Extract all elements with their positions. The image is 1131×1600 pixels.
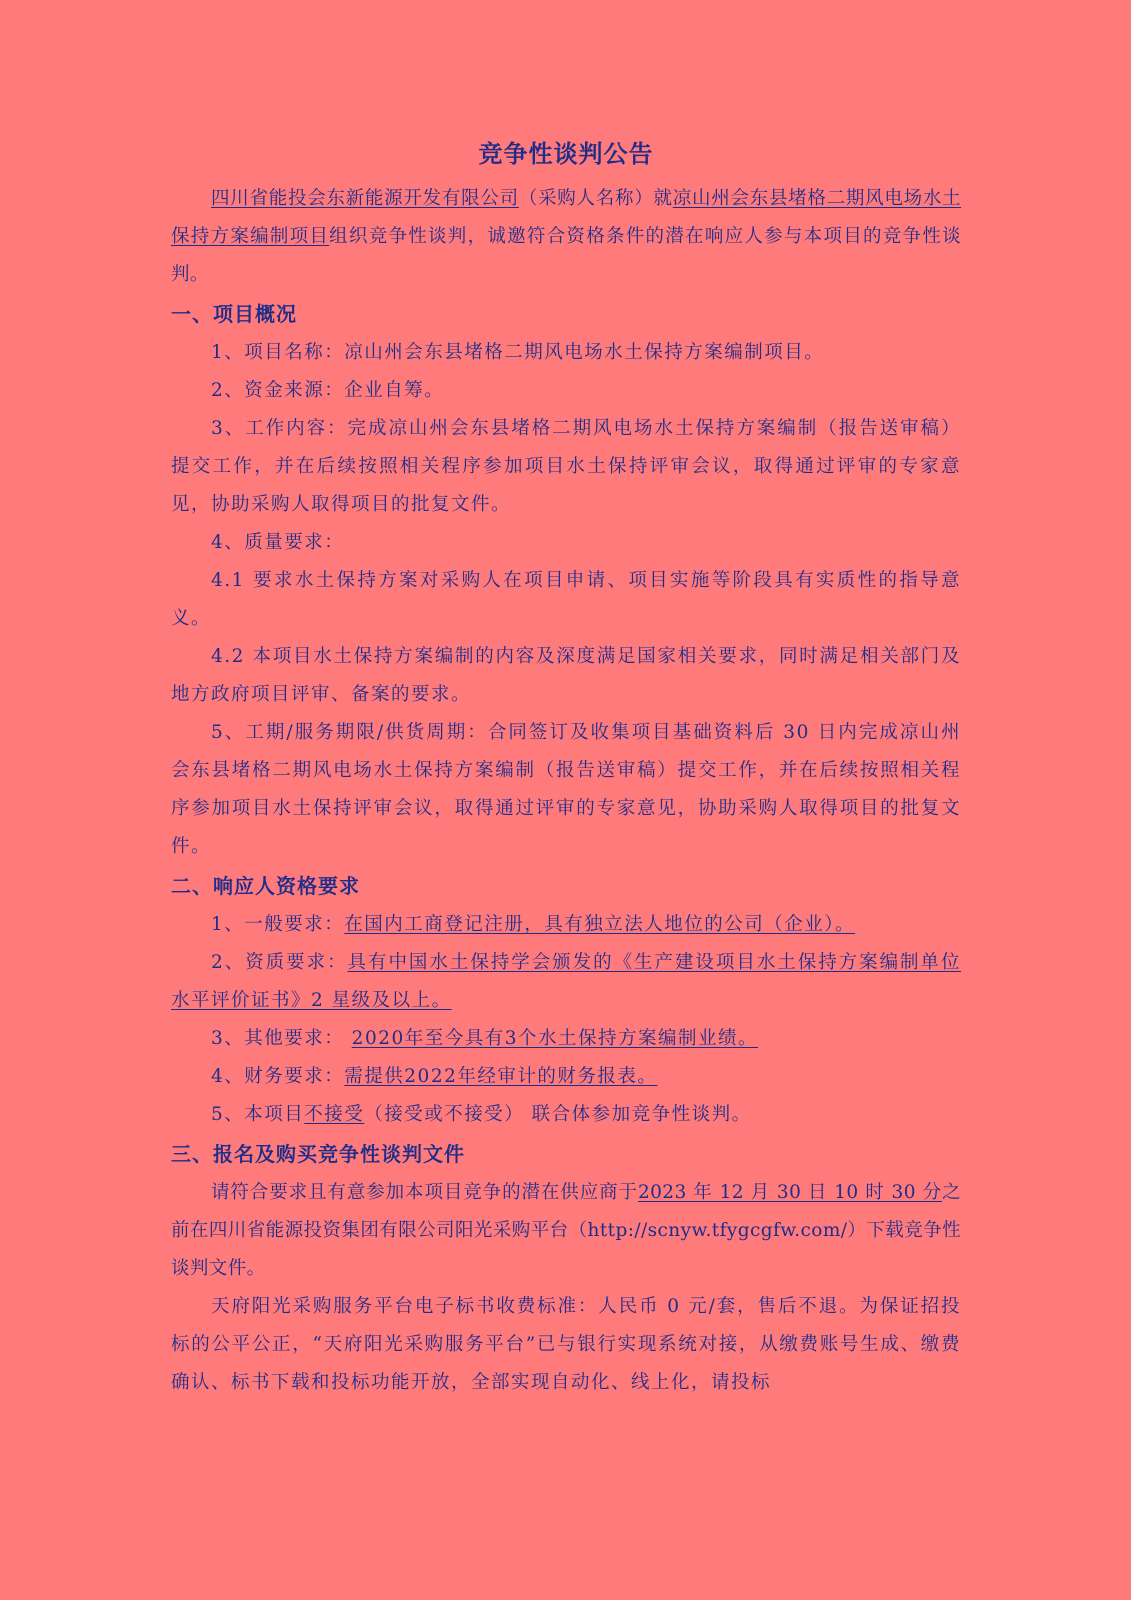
section2-item2: [171, 944, 961, 1020]
item5-prefix: 5、本项目: [211, 1104, 305, 1125]
document-page: [171, 130, 961, 1402]
section2-heading: 二、响应人资格要求: [171, 874, 360, 898]
section2-item5: [171, 1096, 961, 1134]
purchaser-name: 四川省能投会东新能源开发有限公司: [211, 188, 519, 209]
item2-value: 具有中国水土保持学会颁发的《生产建设项目水土保持方案编制单位水平评价证书》2 星级及以上。: [171, 952, 961, 1011]
section1-item4-2: 4.2 本项目水土保持方案编制的内容及深度满足国家相关要求，同时满足相关部门及地方政府项目评审、备案的要求。: [171, 646, 961, 705]
item3-label: 3、其他要求：: [211, 1028, 345, 1049]
para1-suffix: 之前在四川省能源投资集团有限公司阳光采购平台（http://scnyw.tfygcgfw.com/）下载竞争性谈判文件。: [171, 1182, 961, 1279]
section3-para2: 天府阳光采购服务平台电子标书收费标准：人民币 0 元/套，售后不退。为保证招投标的公平公正，“天府阳光采购服务平台”已与银行实现系统对接，从缴费账号生成、缴费确认、标书下载和投标功能开放，全部实现自动化、线上化，请投标: [171, 1296, 961, 1393]
section3-heading: 三、报名及购买竞争性谈判文件: [171, 1142, 465, 1166]
item2-label: 2、资质要求：: [211, 952, 348, 973]
item3-value: 2020年至今具有3个水土保持方案编制业绩。: [351, 1028, 759, 1049]
section1-heading: 一、项目概况: [171, 302, 297, 326]
project-name: 凉山州会东县堵格二期风电场水土保持方案编制项目: [171, 188, 961, 247]
section2-item3: [171, 1020, 961, 1058]
section1-item3: 3、工作内容：完成凉山州会东县堵格二期风电场水土保持方案编制（报告送审稿）提交工作，并在后续按照相关程序参加项目水土保持评审会议，取得通过评审的专家意见，协助采购人取得项目的批复文件。: [171, 418, 961, 515]
para1-prefix: 请符合要求且有意参加本项目竞争的潜在供应商于: [211, 1182, 638, 1203]
purchaser-note: （采购人名称）就: [518, 188, 673, 209]
item5-value: 不接受: [304, 1104, 365, 1125]
section1-item1: 1、项目名称：凉山州会东县堵格二期风电场水土保持方案编制项目。: [211, 342, 825, 363]
item4-value: 需提供2022年经审计的财务报表。: [344, 1066, 658, 1087]
item5-suffix: （接受或不接受） 联合体参加竞争性谈判。: [364, 1104, 752, 1125]
item4-label: 4、财务要求：: [211, 1066, 345, 1087]
section1-item4-1: 4.1 要求水土保持方案对采购人在项目申请、项目实施等阶段具有实质性的指导意义。: [171, 570, 961, 629]
item1-label: 1、一般要求：: [211, 914, 345, 935]
section3-para1: [171, 1174, 961, 1288]
intro-rest: 组织竞争性谈判，诚邀符合资格条件的潜在响应人参与本项目的竞争性谈判。: [171, 226, 961, 285]
section1-item5: 5、工期/服务期限/供货周期：合同签订及收集项目基础资料后 30 日内完成凉山州会东县堵格二期风电场水土保持方案编制（报告送审稿）提交工作，并在后续按照相关程序参加项目水土保持评审会议，取得通过评审的专家意见，协助采购人取得项目的批复文件。: [171, 722, 961, 857]
section1-item2: 2、资金来源：企业自筹。: [211, 380, 445, 401]
section2-item4: [171, 1058, 961, 1096]
section2-item1: [171, 906, 961, 944]
intro-paragraph: [171, 180, 961, 294]
item1-value: 在国内工商登记注册，具有独立法人地位的公司（企业）。: [344, 914, 856, 935]
section1-item4: 4、质量要求：: [211, 532, 345, 553]
page-title: 竞争性谈判公告: [478, 140, 654, 168]
deadline-date: 2023 年 12 月 30 日 10 时 30 分: [637, 1182, 943, 1203]
